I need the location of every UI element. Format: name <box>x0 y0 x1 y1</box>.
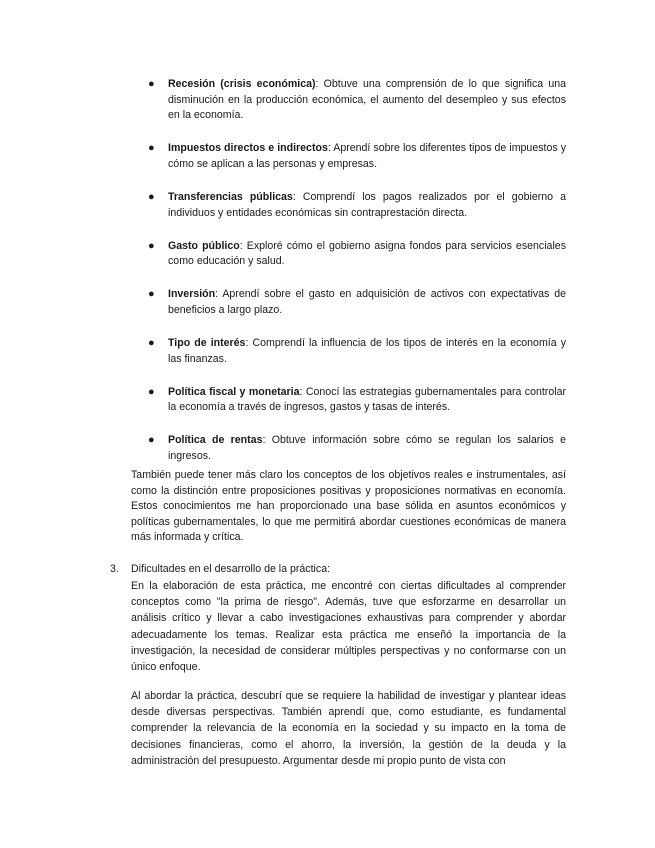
learning-paragraph: Al abordar la práctica, descubrí que se requiere la habilidad de investigar y plantear ideas desde diversas perspectivas. También aprendí que, como estudiante, es fundamental comprender la relevancia de la economía en la sociedad y su impacto en la toma de decisiones financieras, como el ahorro, la inversión, la gestión de la deuda y la administración del presupuesto. Argumentar desde mi propio punto de vista con <box>131 690 566 767</box>
difficulties-paragraph: En la elaboración de esta práctica, me encontré con ciertas dificultades al comprender conceptos como "la prima de riesgo". Además, tuve que esforzarme en desarrollar un análisis crítico y llevar a cabo investigaciones exhaustivas para comprender y abordar adecuadamente los temas. Realizar esta práctica me enseñó la importancia de la investigación, la necesidad de considerar múltiples perspectivas y no conformarse con un único enfoque. <box>131 580 566 674</box>
list-item <box>146 385 566 416</box>
section-title: Dificultades en el desarrollo de la práctica: <box>131 563 331 575</box>
bullet-icon: ● <box>148 385 155 398</box>
definition: : Obtuve información sobre cómo se regulan los salarios e ingresos. <box>168 434 566 462</box>
term: Transferencias públicas <box>168 190 293 203</box>
list-item <box>146 433 566 464</box>
definition: : Aprendí sobre los diferentes tipos de impuestos y cómo se aplican a las personas y empresas. <box>168 142 566 170</box>
section-number: 3. <box>110 563 119 575</box>
definition: : Comprendí los pagos realizados por el gobierno a individuos y entidades económicas sin contraprestación directa. <box>168 190 566 219</box>
concept-list <box>146 77 566 482</box>
bullet-icon: ● <box>148 239 155 252</box>
definition: : Exploré cómo el gobierno asigna fondos para servicios esenciales como educación y salud. <box>168 239 566 268</box>
term: Inversión <box>168 288 216 301</box>
bullet-icon: ● <box>148 288 155 301</box>
term: Política fiscal y monetaria <box>168 385 300 398</box>
term: Recesión (crisis económica) <box>168 78 316 90</box>
list-item <box>146 287 566 318</box>
term: Impuestos directos e indirectos <box>168 142 328 155</box>
bullet-icon: ● <box>148 434 155 447</box>
bullet-icon: ● <box>148 190 155 203</box>
bullet-icon: ● <box>148 337 155 350</box>
list-item <box>146 336 566 367</box>
list-item <box>146 77 566 124</box>
summary-paragraph: También puede tener más claro los conceptos de los objetivos reales e instrumentales, así como la distinción entre proposiciones positivas y proposiciones normativas en economía. Estos conocimientos me han proporcionado una base sólida en asuntos económicos y políticas gubernamentales, lo que me permitirá abordar cuestiones económicas de manera más informada y crítica. <box>131 469 566 544</box>
term: Política de rentas <box>168 434 263 447</box>
list-item <box>146 239 566 270</box>
bullet-icon: ● <box>148 142 155 155</box>
list-item <box>146 141 566 172</box>
definition: : Conocí las estrategias gubernamentales para controlar la economía a través de ingresos, gastos y tasas de interés. <box>168 385 566 414</box>
term: Tipo de interés <box>168 337 246 350</box>
definition: : Obtuve una comprensión de lo que significa una disminución en la producción económica, el aumento del desempleo y sus efectos en la economía. <box>168 78 567 122</box>
bullet-icon: ● <box>148 78 155 90</box>
definition: : Aprendí sobre el gasto en adquisición de activos con expectativas de beneficios a largo plazo. <box>168 288 566 316</box>
list-item <box>146 190 566 221</box>
term: Gasto público <box>168 239 240 252</box>
definition: : Comprendí la influencia de los tipos de interés en la economía y las finanzas. <box>168 337 566 365</box>
